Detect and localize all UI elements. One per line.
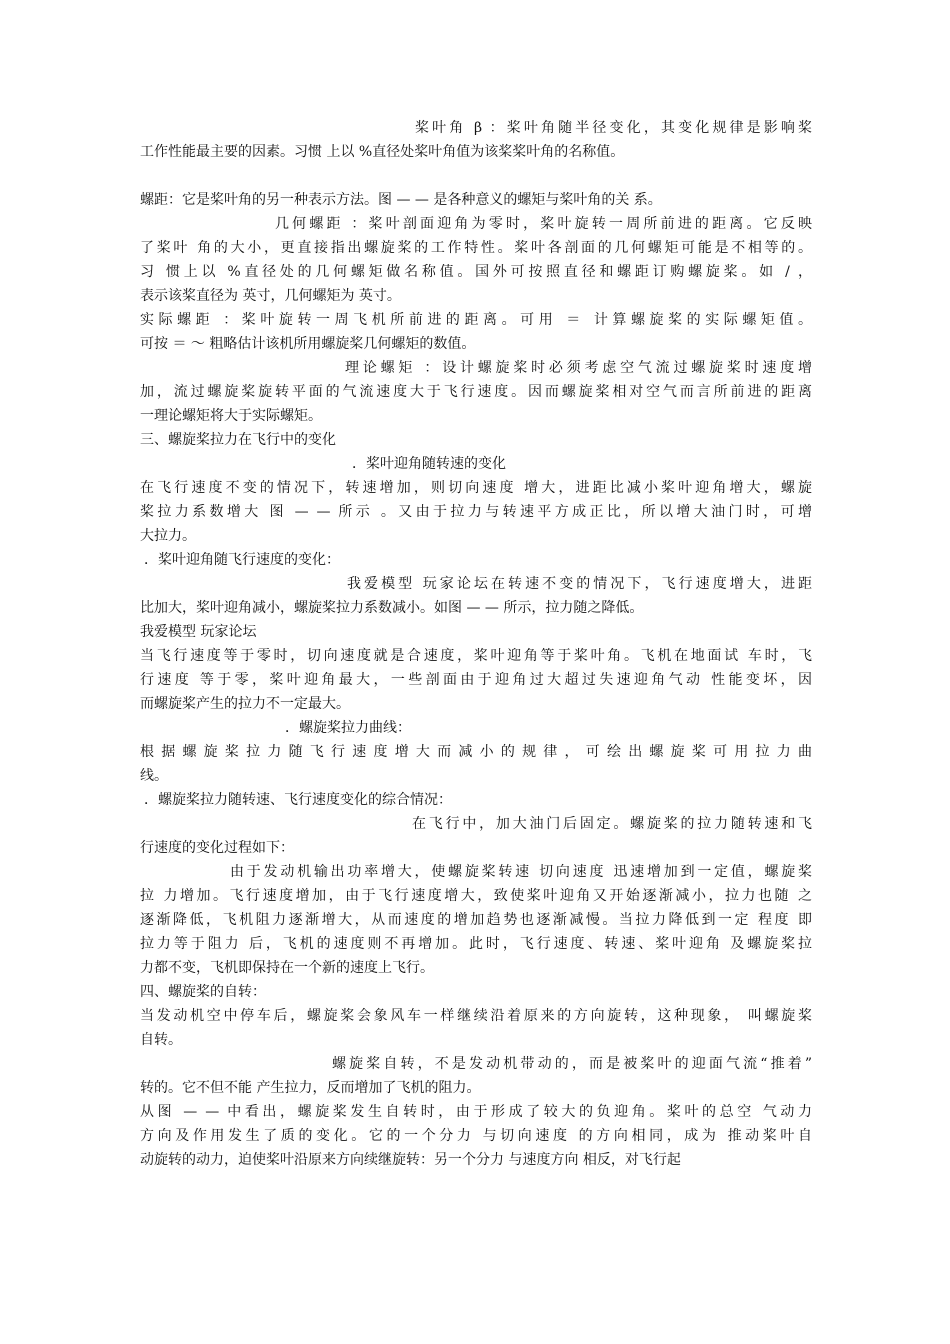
text-line: ．桨叶迎角随转速的变化 [352,456,506,472]
text-line: 可按 ＝ ～ 粗略估计该机所用螺旋桨几何螺矩的数值。 [140,336,476,352]
paragraph [140,428,812,452]
text-line: 螺距：它是桨叶角的另一种表示方法。图 — — 是各种意义的螺矩与桨叶角的关 系。 [140,192,662,208]
text-line: 拉 力增加。飞行速度增加，由于飞行速度增大，致使桨叶迎角又开始逐渐减小，拉力也随 之 [140,888,812,904]
text-line: 我爱模型 玩家论坛 [140,624,257,640]
text-line: ．螺旋桨拉力曲线： [285,720,411,736]
paragraph [140,308,812,356]
text-line: 当飞行速度等于零时，切向速度就是合速度，桨叶迎角等于桨叶角。飞机在地面试 车时，飞 [140,648,812,664]
text-line: 四、螺旋桨的自转： [140,984,266,1000]
text-line: 了桨叶 角的大小，更直接指出螺旋桨的工作特性。桨叶各剖面的几何螺矩可能是不相等的。 [140,240,812,256]
text-line: 螺旋桨自转，不是发动机带动的，而是被桨叶的迎面气流“推着” [332,1056,812,1072]
text-line: 习 惯上以 %直径处的几何螺矩做名称值。国外可按照直径和螺距订购螺旋桨。如 / ， [140,264,812,280]
paragraph [140,188,812,212]
paragraph [140,620,812,644]
text-line: 行速度的变化过程如下： [140,840,294,856]
paragraph [140,212,812,308]
paragraph [140,548,812,572]
text-line: 几何螺距 ：桨叶剖面迎角为零时，桨叶旋转一周所前进的距离。它反映 [275,216,812,232]
text-line: ．桨叶迎角随飞行速度的变化： [144,552,340,568]
text-line: 转的。它不但不能 产生拉力，反而增加了飞机的阻力。 [140,1080,481,1096]
text-line: 根据螺旋桨拉力随飞行速度增大而减小的规律，可绘出螺旋桨可用拉力曲 [140,744,812,760]
text-line: 工作性能最主要的因素。习惯 上以 %直径处桨叶角值为该桨桨叶角的名称值。 [140,144,625,160]
paragraph [140,1004,812,1052]
text-line: 行速度 等于零，桨叶迎角最大，一些剖面由于迎角过大超过失速迎角气动 性能变坏，因 [140,672,812,688]
text-line: 一理论螺矩将大于实际螺矩。 [140,408,322,424]
paragraph [140,812,812,860]
text-line: 加，流过螺旋桨旋转平面的气流速度大于飞行速度。因而螺旋桨相对空气而言所前进的距离 [140,384,812,400]
paragraph [140,716,812,740]
paragraph [140,452,812,476]
text-line: 在飞行中，加大油门后固定。螺旋桨的拉力随转速和飞 [412,816,812,832]
paragraph [140,788,812,812]
text-line: 逐渐降低，飞机阻力逐渐增大，从而速度的增加趋势也逐渐减慢。当拉力降低到一定 程度 即 [140,912,812,928]
text-line: 比加大，桨叶迎角减小，螺旋桨拉力系数减小。如图 — — 所示，拉力随之降低。 [140,600,644,616]
text-line: 拉力等于阻力 后，飞机的速度则不再增加。此时，飞行速度、转速、桨叶迎角 及螺旋桨拉 [140,936,812,952]
text-line: ．螺旋桨拉力随转速、飞行速度变化的综合情况： [144,792,452,808]
text-line: 由于发动机输出功率增大，使螺旋桨转速 切向速度 迅速增加到一定值，螺旋桨 [230,864,812,880]
text-line: 而螺旋桨产生的拉力不一定最大。 [140,696,350,712]
paragraph [140,1100,812,1172]
paragraph [140,356,812,428]
paragraph [140,572,812,620]
text-line: 自转。 [140,1032,182,1048]
text-line: 理论螺矩 ：设计螺旋桨时必须考虑空气流过螺旋桨时速度增 [345,360,812,376]
text-line: 在飞行速度不变的情况下，转速增加，则切向速度 增大，进距比减小桨叶迎角增大，螺旋 [140,480,812,496]
text-line: 三、螺旋桨拉力在飞行中的变化 [140,432,336,448]
paragraph [140,740,812,788]
text-line: 方向及作用发生了质的变化。它的一个分力 与切向速度 的方向相同，成为 推动桨叶自 [140,1128,812,1144]
text-line: 实际螺距 ：桨叶旋转一周飞机所前进的距离。可用 ＝ 计算螺旋桨的实际螺矩值。 [140,312,812,328]
text-line: 从图 — — 中看出，螺旋桨发生自转时，由于形成了较大的负迎角。桨叶的总空 气动力 [140,1104,812,1120]
text-line: 我爱模型 玩家论坛在转速不变的情况下，飞行速度增大，进距 [347,576,812,592]
paragraph [140,980,812,1004]
text-line: 线。 [140,768,168,784]
text-line: 表示该桨直径为 英寸，几何螺矩为 英寸。 [140,288,401,304]
text-line: 力都不变，飞机即保持在一个新的速度上飞行。 [140,960,434,976]
text-line: 大拉力。 [140,528,196,544]
text-line: 桨叶角 β ：桨叶角随半径变化，其变化规律是影响桨 [415,120,812,136]
paragraph [140,476,812,548]
text-line: 桨拉力系数增大 图 — — 所示 。又由于拉力与转速平方成正比，所以增大油门时，可增 [140,504,812,520]
paragraph [140,1052,812,1100]
paragraph [140,644,812,716]
text-line: 当发动机空中停车后，螺旋桨会象风车一样继续沿着原来的方向旋转，这种现象， 叫螺旋桨 [140,1008,812,1024]
paragraph [140,860,812,980]
paragraph [140,116,812,164]
text-line: 动旋转的动力，迫使桨叶沿原来方向续继旋转：另一个分力 与速度方向 相反，对飞行起 [140,1152,681,1168]
